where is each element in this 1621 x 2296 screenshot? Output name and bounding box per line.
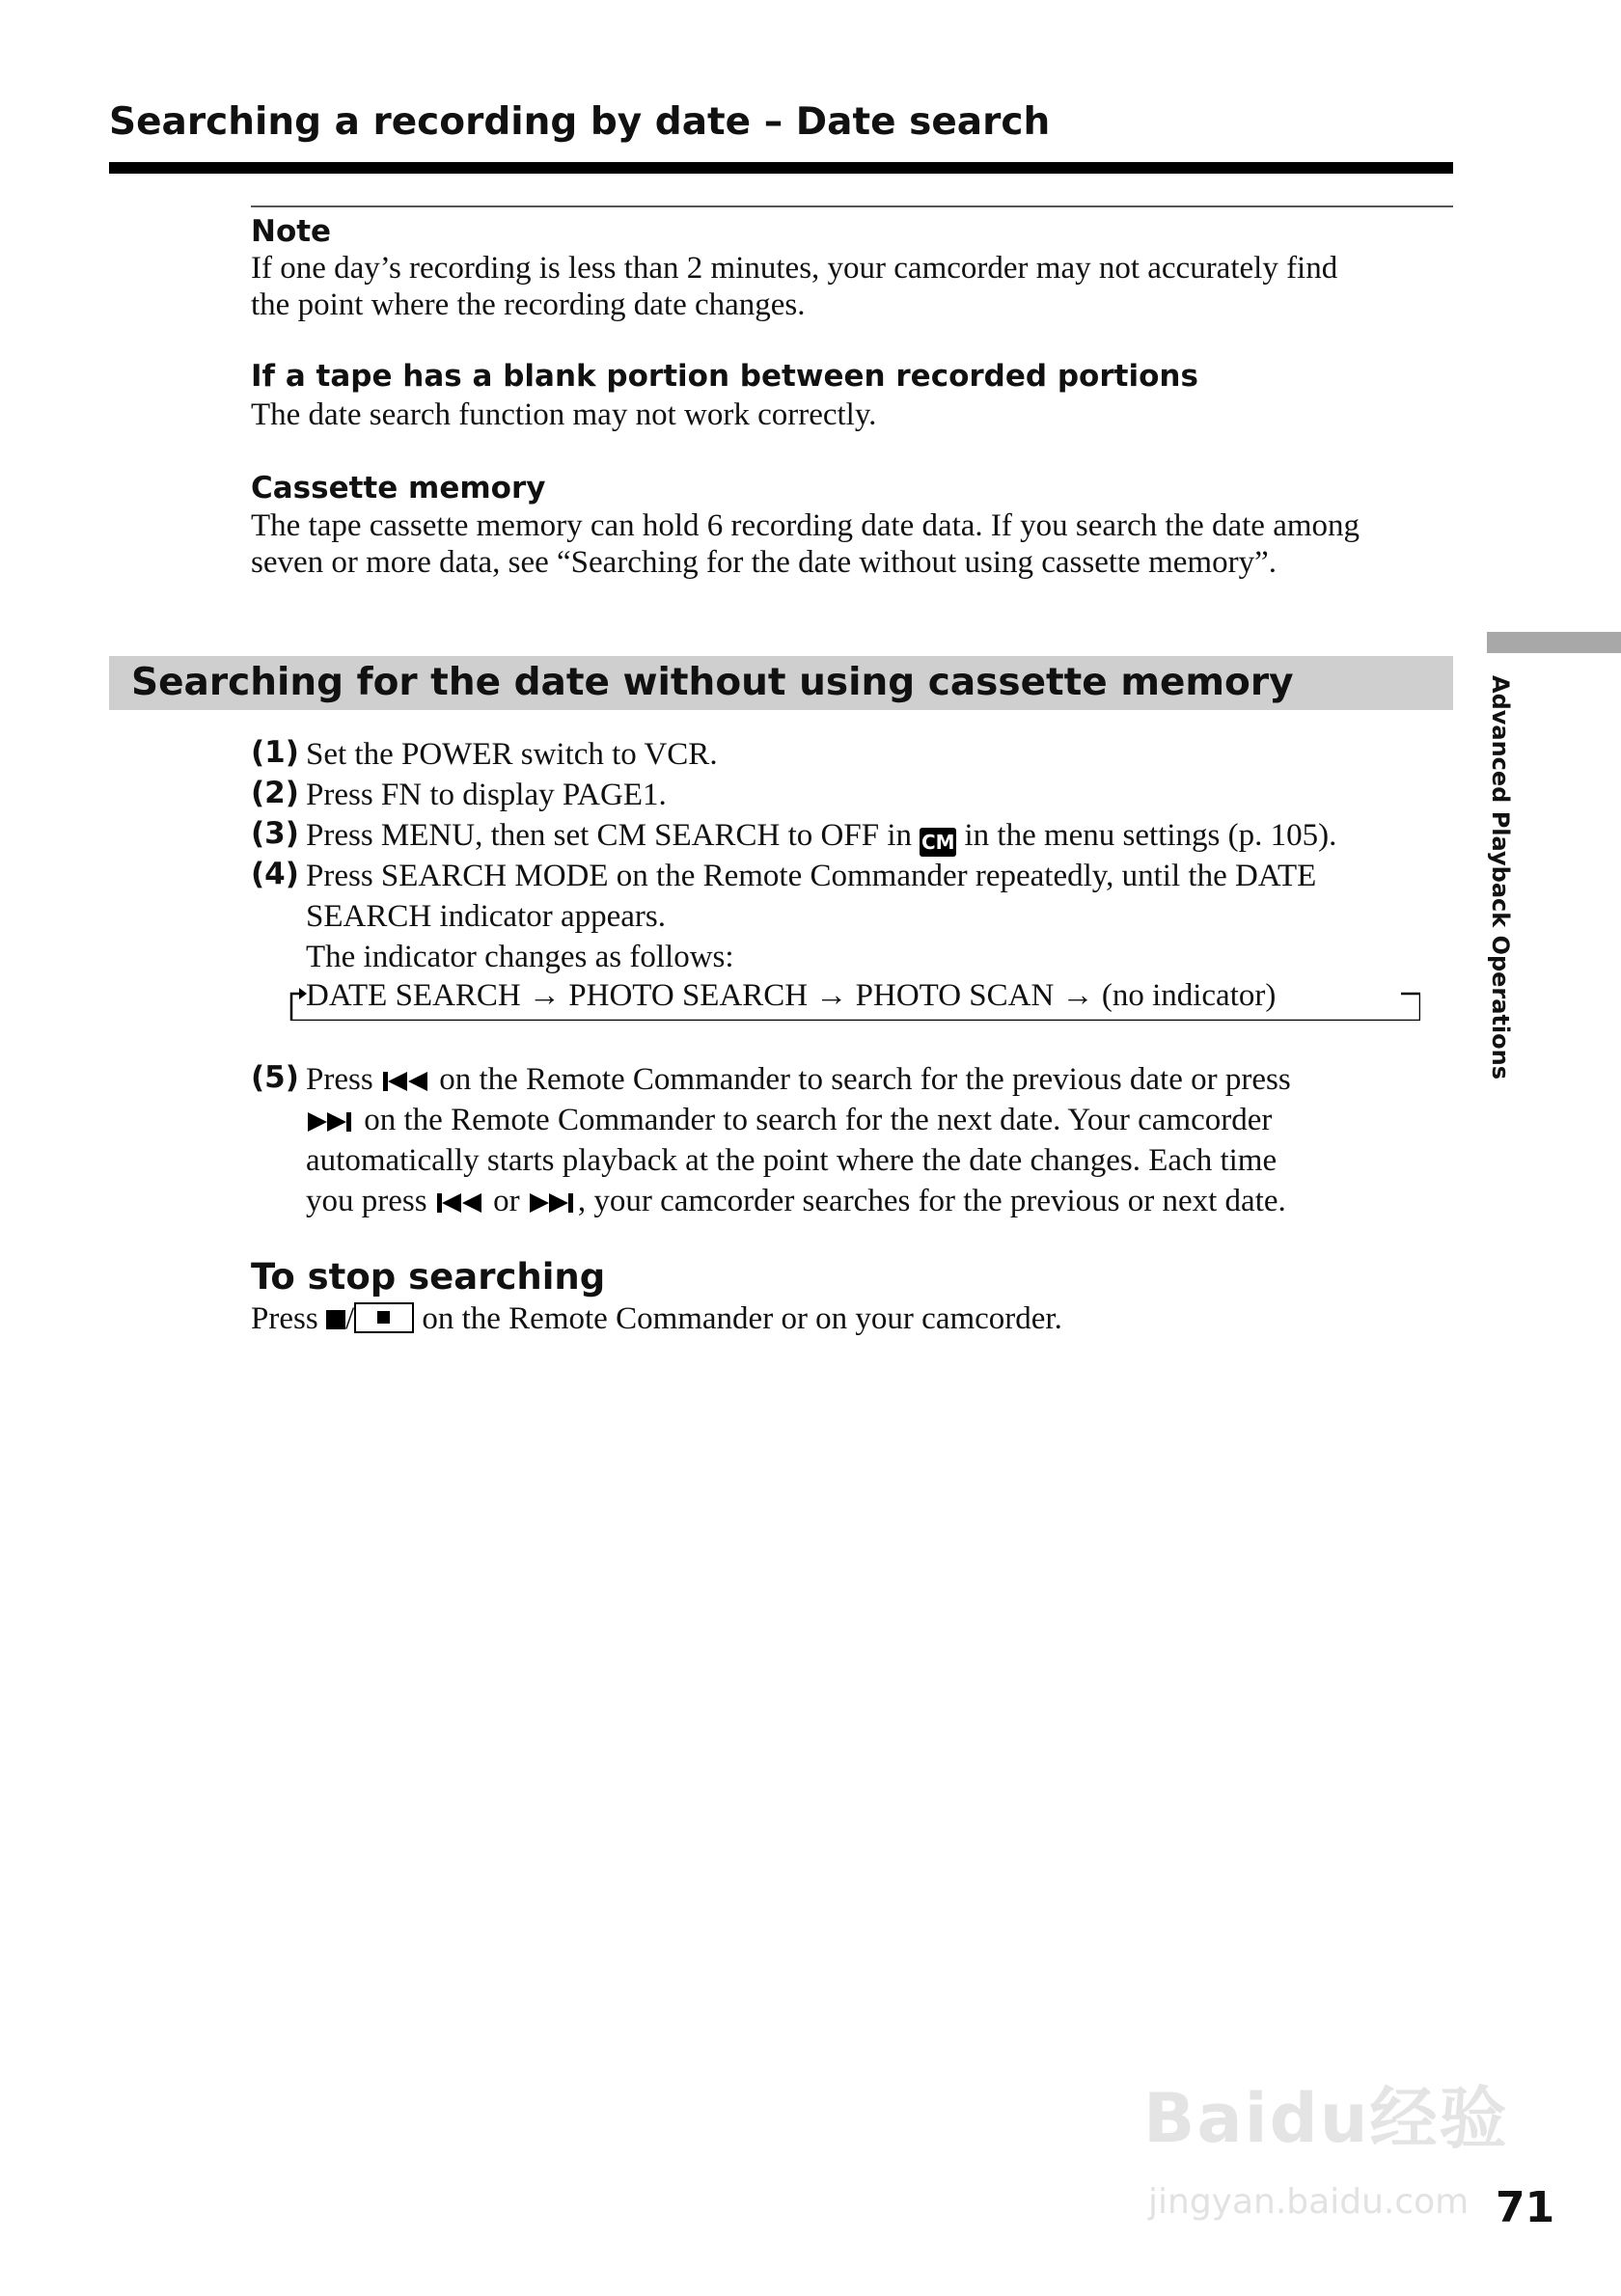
- step-3-text-before: Press MENU, then set CM SEARCH to OFF in: [306, 818, 912, 853]
- side-tab-label: Advanced Playback Operations: [1487, 675, 1514, 1080]
- cassette-memory-icon: CM: [920, 828, 956, 857]
- note-text-line-2: the point where the recording date changes.: [251, 287, 806, 322]
- step-5-text: on the Remote Commander to search for the next date. Your camcorder: [364, 1103, 1273, 1137]
- step-5-text: you press: [306, 1184, 427, 1218]
- cycle-sequence: [306, 978, 1276, 1014]
- blank-portion-text: The date search function may not work correctly.: [251, 397, 877, 432]
- cassette-memory-line-2: seven or more data, see “Searching for the date without using cassette memory”.: [251, 545, 1277, 580]
- stop-heading: To stop searching: [251, 1256, 606, 1298]
- section-heading: Searching for the date without using cassette memory: [131, 661, 1294, 704]
- arrow-right-icon: →: [1061, 978, 1094, 1013]
- step-number: (1): [251, 735, 299, 770]
- cycle-item-photo-scan: PHOTO SCAN: [855, 978, 1055, 1013]
- cassette-memory-line-1: The tape cassette memory can hold 6 recording date data. If you search the date among: [251, 508, 1360, 543]
- stop-button-icon: [354, 1302, 414, 1333]
- step-number: (2): [251, 776, 299, 810]
- stop-square-icon: [326, 1310, 345, 1329]
- cassette-memory-text: [251, 507, 1360, 581]
- cycle-item-photo-search: PHOTO SEARCH: [568, 978, 809, 1013]
- step-text: [306, 856, 1316, 977]
- step-text: [306, 815, 1336, 857]
- stop-separator: /: [344, 1301, 355, 1336]
- step-5-text: , your camcorder searches for the previous or next date.: [577, 1184, 1286, 1218]
- step-5-line-3: automatically starts playback at the point where the date changes. Each time: [306, 1143, 1278, 1178]
- cassette-memory-heading: Cassette memory: [251, 471, 546, 506]
- cycle-item-date-search: DATE SEARCH: [306, 978, 521, 1013]
- step-5-text: on the Remote Commander to search for the previous date or press: [439, 1062, 1291, 1097]
- step-number: (4): [251, 857, 299, 891]
- step-3-text-after: in the menu settings (p. 105).: [964, 818, 1337, 853]
- note-text: [251, 250, 1337, 323]
- step-text: Set the POWER switch to VCR.: [306, 737, 718, 772]
- next-track-icon: [306, 1110, 356, 1134]
- arrow-right-icon: →: [815, 978, 848, 1013]
- step-4-line-1: Press SEARCH MODE on the Remote Commander repeatedly, until the DATE: [306, 859, 1317, 893]
- previous-track-icon: [381, 1070, 431, 1093]
- side-tab-bar: [1487, 632, 1621, 653]
- stop-text-before: Press: [251, 1301, 318, 1336]
- next-track-icon: [528, 1191, 578, 1215]
- blank-portion-heading: If a tape has a blank portion between recorded portions: [251, 359, 1198, 394]
- note-text-line-1: If one day’s recording is less than 2 minutes, your camcorder may not accurately find: [251, 251, 1338, 286]
- title-rule: [109, 162, 1453, 174]
- step-5-line-1: [306, 1059, 1291, 1100]
- page-number: 71: [1496, 2183, 1555, 2232]
- arrow-right-icon: →: [529, 978, 562, 1013]
- step-5-text: Press: [306, 1062, 373, 1097]
- cycle-item-no-indicator: (no indicator): [1101, 978, 1277, 1013]
- step-text: Press FN to display PAGE1.: [306, 778, 667, 812]
- step-4-line-3: The indicator changes as follows:: [306, 940, 734, 974]
- step-4-line-2: SEARCH indicator appears.: [306, 899, 667, 934]
- previous-track-icon: [435, 1191, 485, 1215]
- step-number: (3): [251, 816, 299, 851]
- step-text: [306, 1059, 1291, 1221]
- step-number: (5): [251, 1060, 299, 1095]
- step-5-line-2: [306, 1100, 1291, 1140]
- stop-text-after: on the Remote Commander or on your camcorder.: [422, 1301, 1062, 1336]
- step-5-line-4: [306, 1181, 1291, 1221]
- watermark-url: jingyan.baidu.com: [1148, 2182, 1470, 2222]
- stop-text: [251, 1300, 1062, 1337]
- page-title: Searching a recording by date – Date search: [109, 100, 1051, 144]
- note-rule: [251, 205, 1453, 207]
- note-heading: Note: [251, 214, 332, 249]
- watermark-logo: Baidu经验: [1143, 2079, 1509, 2158]
- step-5-text: or: [493, 1184, 520, 1218]
